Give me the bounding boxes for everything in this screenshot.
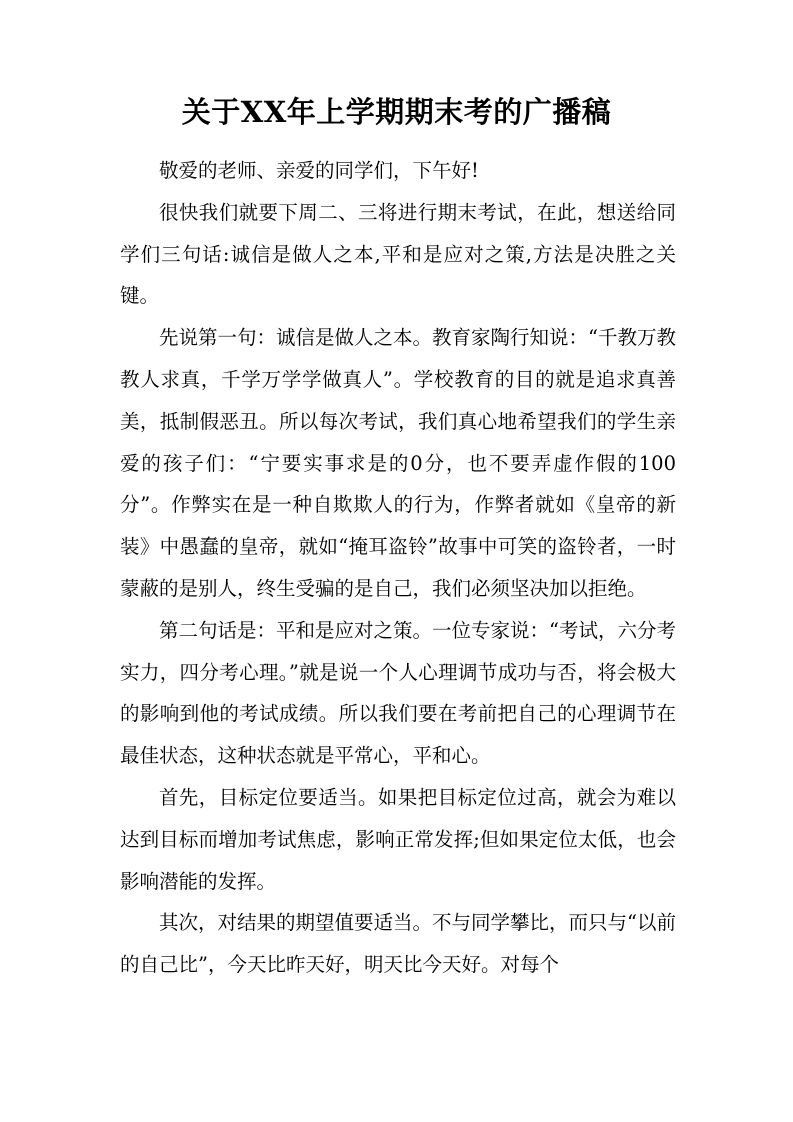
paragraph-intro: 很快我们就要下周二、三将进行期末考试，在此，想送给同学们三句话:诚信是做人之本,平和是应对之策,方法是决胜之关键。 bbox=[120, 200, 676, 308]
document-body bbox=[120, 150, 676, 986]
paragraph-greeting: 敬爱的老师、亲爱的同学们，下午好! bbox=[159, 159, 479, 182]
document-title: 关于XX年上学期期末考的广播稿 bbox=[181, 95, 612, 129]
paragraph-expectation: 其次，对结果的期望值要适当。不与同学攀比，而只与“以前的自己比”，今天比昨天好，明天比今天好。对每个 bbox=[120, 911, 676, 977]
paragraph-calm: 第二句话是：平和是应对之策。一位专家说：“考试，六分考实力，四分考心理。”就是说一个人心理调节成功与否，将会极大的影响到他的考试成绩。所以我们要在考前把自己的心理调节在最佳状态，这种状态就是平常心，平和心。 bbox=[120, 618, 676, 768]
paragraph-goal: 首先，目标定位要适当。如果把目标定位过高，就会为难以达到目标而增加考试焦虑，影响正常发挥;但如果定位太低，也会影响潜能的发挥。 bbox=[120, 785, 676, 893]
paragraph-honesty: 先说第一句：诚信是做人之本。教育家陶行知说：“千教万教教人求真，千学万学学做真人”。学校教育的目的就是追求真善美，抵制假恶丑。所以每次考试，我们真心地希望我们的学生亲爱的孩子们：“宁要实事求是的0分，也不要弄虚作假的100分”。作弊实在是一种自欺欺人的行为，作弊者就如《皇帝的新装》中愚蠢的皇帝，就如“掩耳盗铃”故事中可笑的盗铃者，一时蒙蔽的是别人，终生受骗的是自己，我们必须坚决加以拒绝。 bbox=[120, 326, 676, 600]
